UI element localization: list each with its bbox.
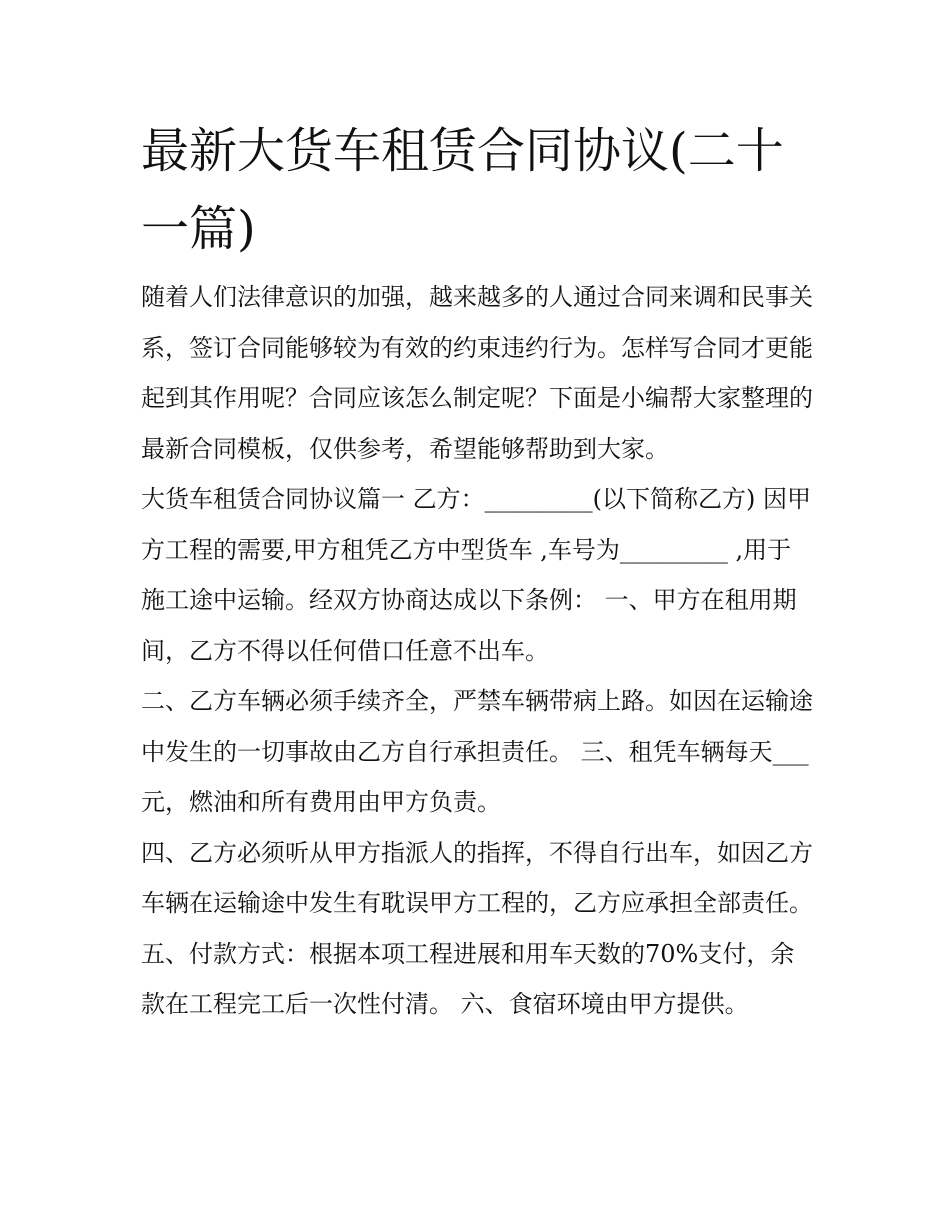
document-page — [141, 112, 813, 1030]
intro-paragraph: 随着人们法律意识的加强，越来越多的人通过合同来调和民事关系，签订合同能够较为有效的约束违约行为。怎样写合同才更能起到其作用呢？合同应该怎么制定呢？下面是小编帮大家整理的最新合同模板，仅供参考，希望能够帮助到大家。 — [141, 283, 813, 463]
contract-paragraph-1: 大货车租赁合同协议篇一 乙方：_________(以下简称乙方) 因甲方工程的需要,甲方租凭乙方中型货车 ,车号为_________ ,用于施工途中运输。经双方协商达成以下条例： 一、甲方在租用期间，乙方不得以任何借口任意不出车。 — [141, 485, 811, 665]
contract-paragraph-2: 二、乙方车辆必须手续齐全，严禁车辆带病上路。如因在运输途中发生的一切事故由乙方自行承担责任。 三、租凭车辆每天___元，燃油和所有费用由甲方负责。 — [141, 687, 813, 816]
contract-paragraph-3: 四、乙方必须听从甲方指派人的指挥，不得自行出车，如因乙方车辆在运输途中发生有耽误甲方工程的，乙方应承担全部责任。 — [141, 838, 813, 917]
contract-paragraph-4: 五、付款方式：根据本项工程进展和用车天数的70%支付，余款在工程完工后一次性付清。 六、食宿环境由甲方提供。 — [141, 939, 795, 1018]
document-title: 最新大货车租赁合同协议(二十一篇) — [141, 123, 784, 257]
